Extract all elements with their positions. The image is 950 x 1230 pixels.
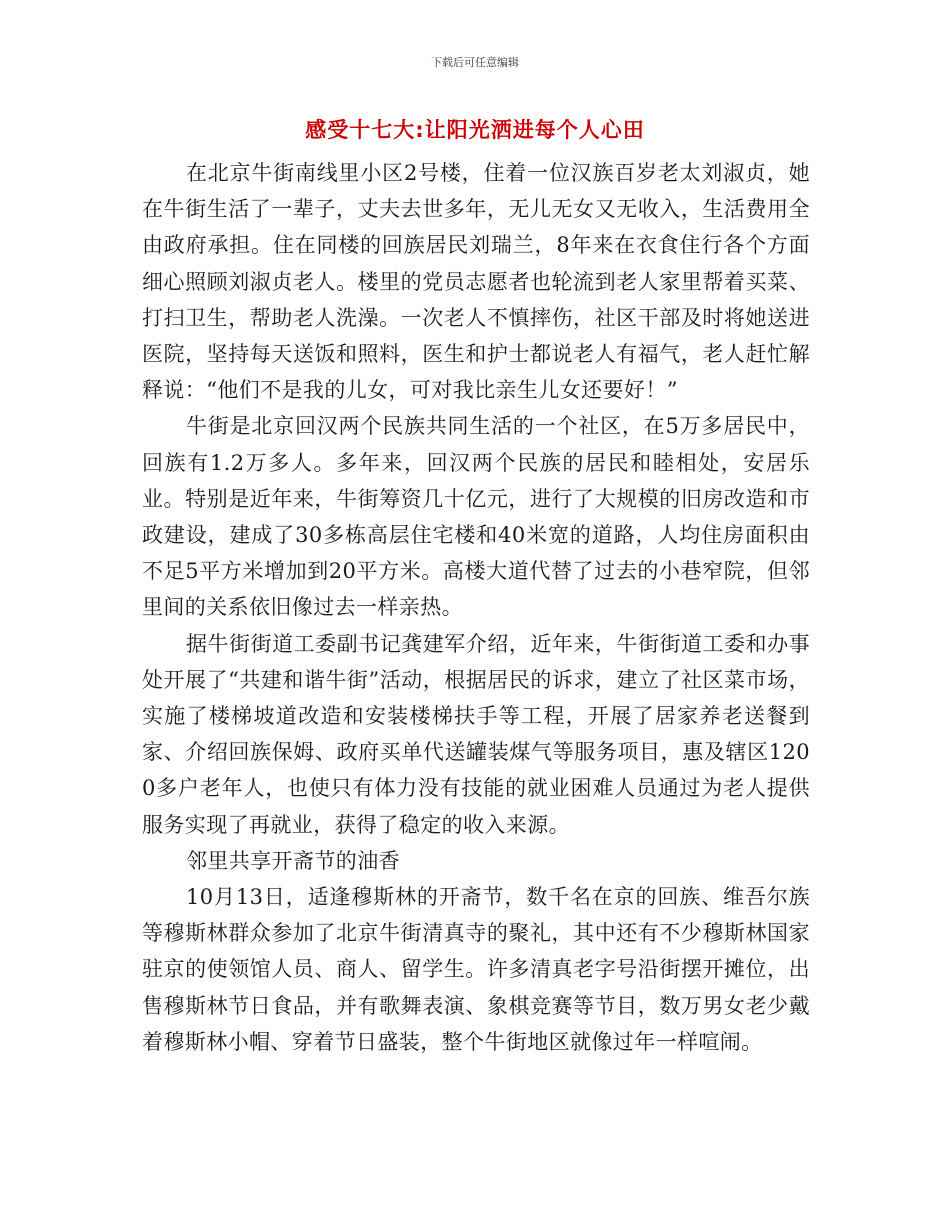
paragraph-2: 牛街是北京回汉两个民族共同生活的一个社区，在5万多居民中，回族有1.2万多人。多年来，回汉两个民族的居民和睦相处，安居乐业。特别是近年来，牛街筹资几十亿元，进行了大规模的旧房改造和市政建设，建成了30多栋高层住宅楼和40米宽的道路，人均住房面积由不足5平方米增加到20平方米。高楼大道代替了过去的小巷窄院，但邻里间的关系依旧像过去一样亲热。 [142, 414, 810, 620]
paragraph-1: 在北京牛街南线里小区2号楼，住着一位汉族百岁老太刘淑贞，她在牛街生活了一辈子，丈夫去世多年，无儿无女又无收入，生活费用全由政府承担。住在同楼的回族居民刘瑞兰，8年来在衣食住行各个方面细心照顾刘淑贞老人。楼里的党员志愿者也轮流到老人家里帮着买菜、打扫卫生，帮助老人洗澡。一次老人不慎摔伤，社区干部及时将她送进医院，坚持每天送饭和照料，医生和护士都说老人有福气，老人赶忙解释说：“他们不是我的儿女，可对我比亲生儿女还要好！” [142, 161, 810, 403]
paragraph-3: 据牛街街道工委副书记龚建军介绍，近年来，牛街街道工委和办事处开展了“共建和谐牛街”活动，根据居民的诉求，建立了社区菜市场，实施了楼梯坡道改造和安装楼梯扶手等工程，开展了居家养老送餐到家、介绍回族保姆、政府买单代送罐装煤气等服务项目，惠及辖区1200多户老年人，也使只有体力没有技能的就业困难人员通过为老人提供服务实现了再就业，获得了稳定的收入来源。 [142, 631, 810, 837]
header-note: 下载后可任意编辑 [431, 56, 519, 69]
paragraph-4: 10月13日，适逢穆斯林的开斋节，数千名在京的回族、维吾尔族等穆斯林群众参加了北京牛街清真寺的聚礼，其中还有不少穆斯林国家驻京的使领馆人员、商人、留学生。许多清真老字号沿街摆开摊位，出售穆斯林节日食品，并有歌舞表演、象棋竞赛等节目，数万男女老少戴着穆斯林小帽、穿着节日盛装，整个牛街地区就像过年一样喧闹。 [142, 885, 810, 1054]
article-title: 感受十七大:让阳光洒进每个人心田 [305, 118, 645, 142]
article-body [142, 155, 810, 1060]
section-subheading: 邻里共享开斋节的油香 [186, 848, 400, 873]
